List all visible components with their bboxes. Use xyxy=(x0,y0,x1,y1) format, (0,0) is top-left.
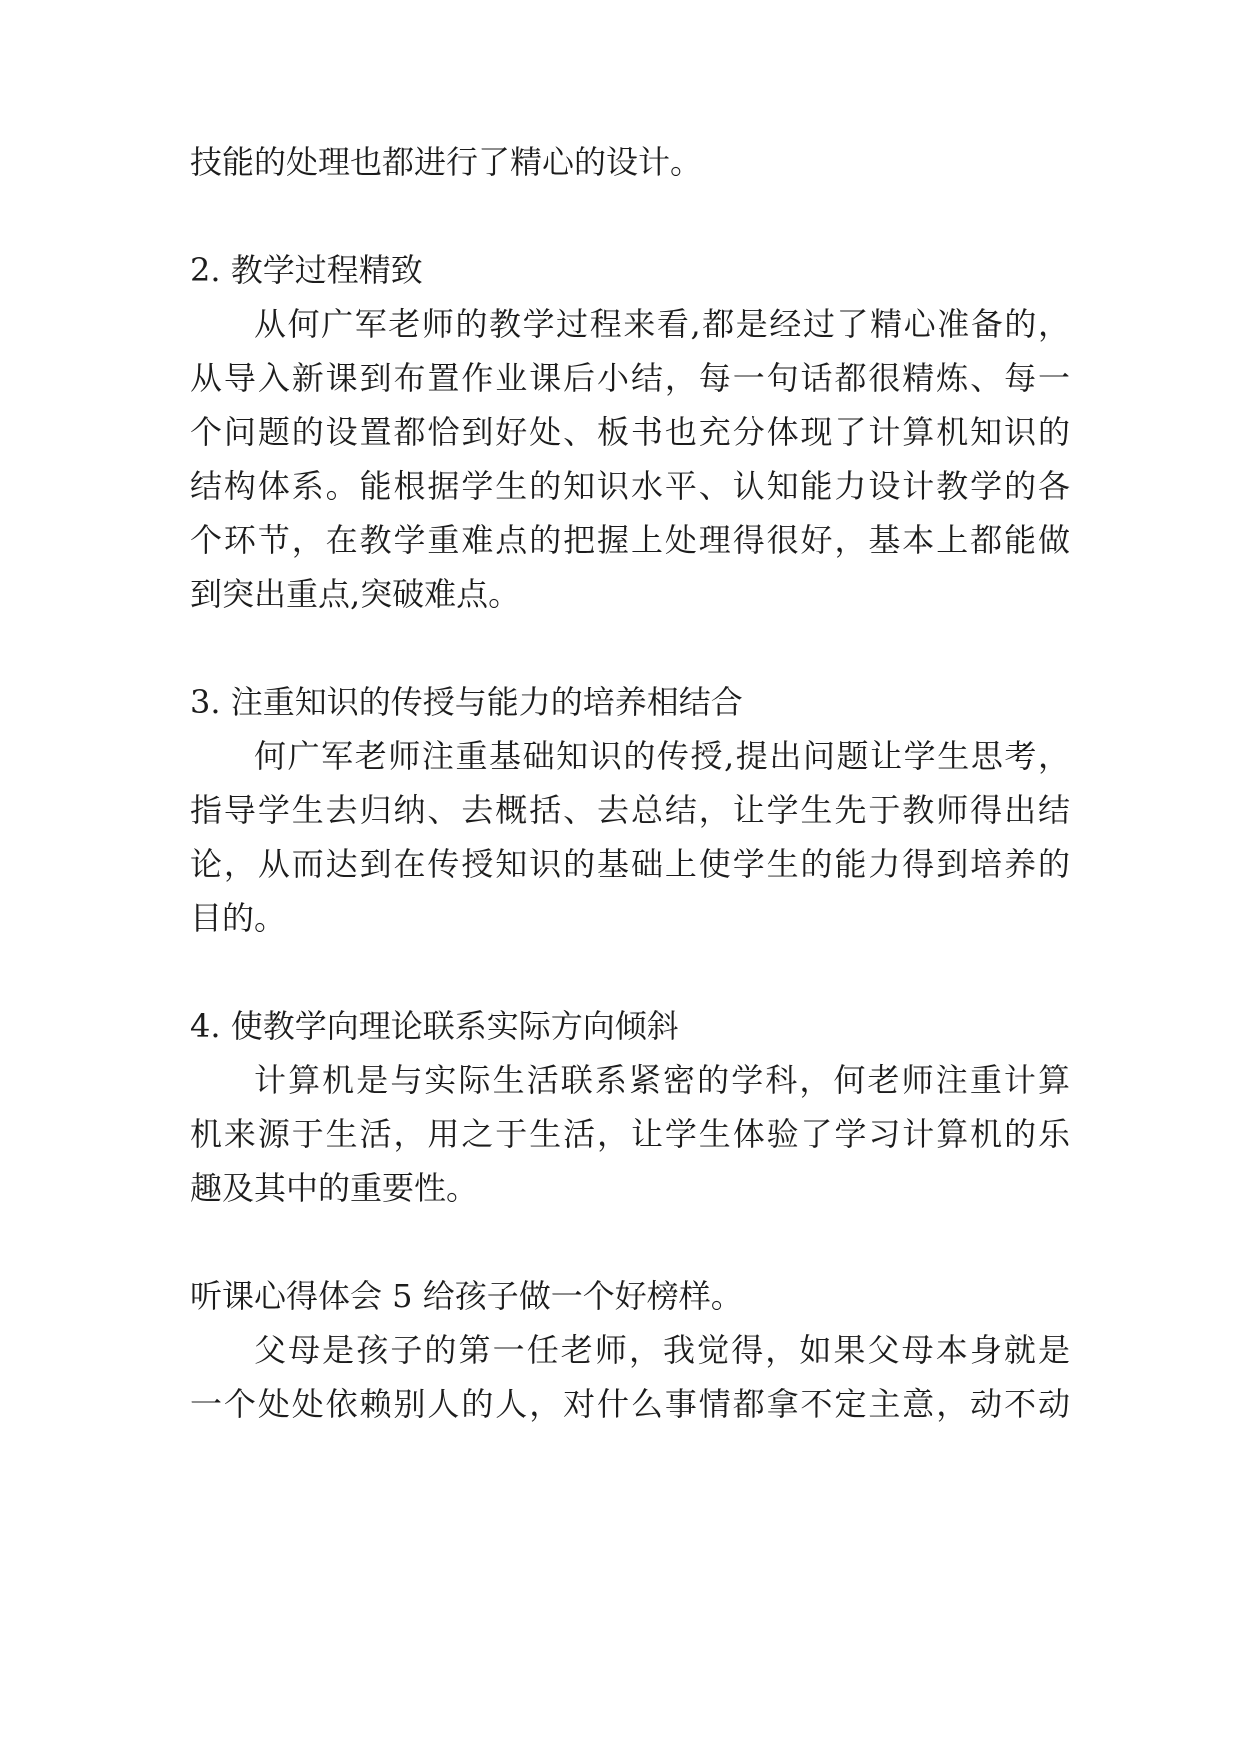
paragraph-line: 技能的处理也都进行了精心的设计。 xyxy=(190,143,703,181)
paragraph-line: 个环节，在教学重难点的把握上处理得很好，基本上都能做 xyxy=(190,521,1070,559)
paragraph-line: 指导学生去归纳、去概括、去总结，让学生先于教师得出结 xyxy=(190,791,1070,829)
section-heading: 4. 使教学向理论联系实际方向倾斜 xyxy=(190,1007,679,1045)
section-heading: 听课心得体会 5 给孩子做一个好榜样。 xyxy=(190,1277,743,1315)
section-heading: 2. 教学过程精致 xyxy=(190,251,423,289)
paragraph-line: 从何广军老师的教学过程来看,都是经过了精心准备的， xyxy=(254,305,1070,343)
paragraph-line: 目的。 xyxy=(190,899,287,937)
paragraph-line: 机来源于生活，用之于生活，让学生体验了学习计算机的乐 xyxy=(190,1115,1070,1153)
paragraph-line: 一个处处依赖别人的人，对什么事情都拿不定主意，动不动 xyxy=(190,1385,1070,1423)
paragraph-line: 到突出重点,突破难点。 xyxy=(190,575,521,613)
paragraph-line: 论，从而达到在传授知识的基础上使学生的能力得到培养的 xyxy=(190,845,1070,883)
paragraph-line: 父母是孩子的第一任老师，我觉得，如果父母本身就是 xyxy=(254,1331,1070,1369)
paragraph-line: 个问题的设置都恰到好处、板书也充分体现了计算机知识的 xyxy=(190,413,1070,451)
paragraph-line: 何广军老师注重基础知识的传授,提出问题让学生思考， xyxy=(254,737,1070,775)
paragraph-line: 结构体系。能根据学生的知识水平、认知能力设计教学的各 xyxy=(190,467,1070,505)
paragraph-line: 趣及其中的重要性。 xyxy=(190,1169,479,1207)
paragraph-line: 从导入新课到布置作业课后小结，每一句话都很精炼、每一 xyxy=(190,359,1070,397)
paragraph-line: 计算机是与实际生活联系紧密的学科，何老师注重计算 xyxy=(254,1061,1070,1099)
section-heading: 3. 注重知识的传授与能力的培养相结合 xyxy=(190,683,743,721)
